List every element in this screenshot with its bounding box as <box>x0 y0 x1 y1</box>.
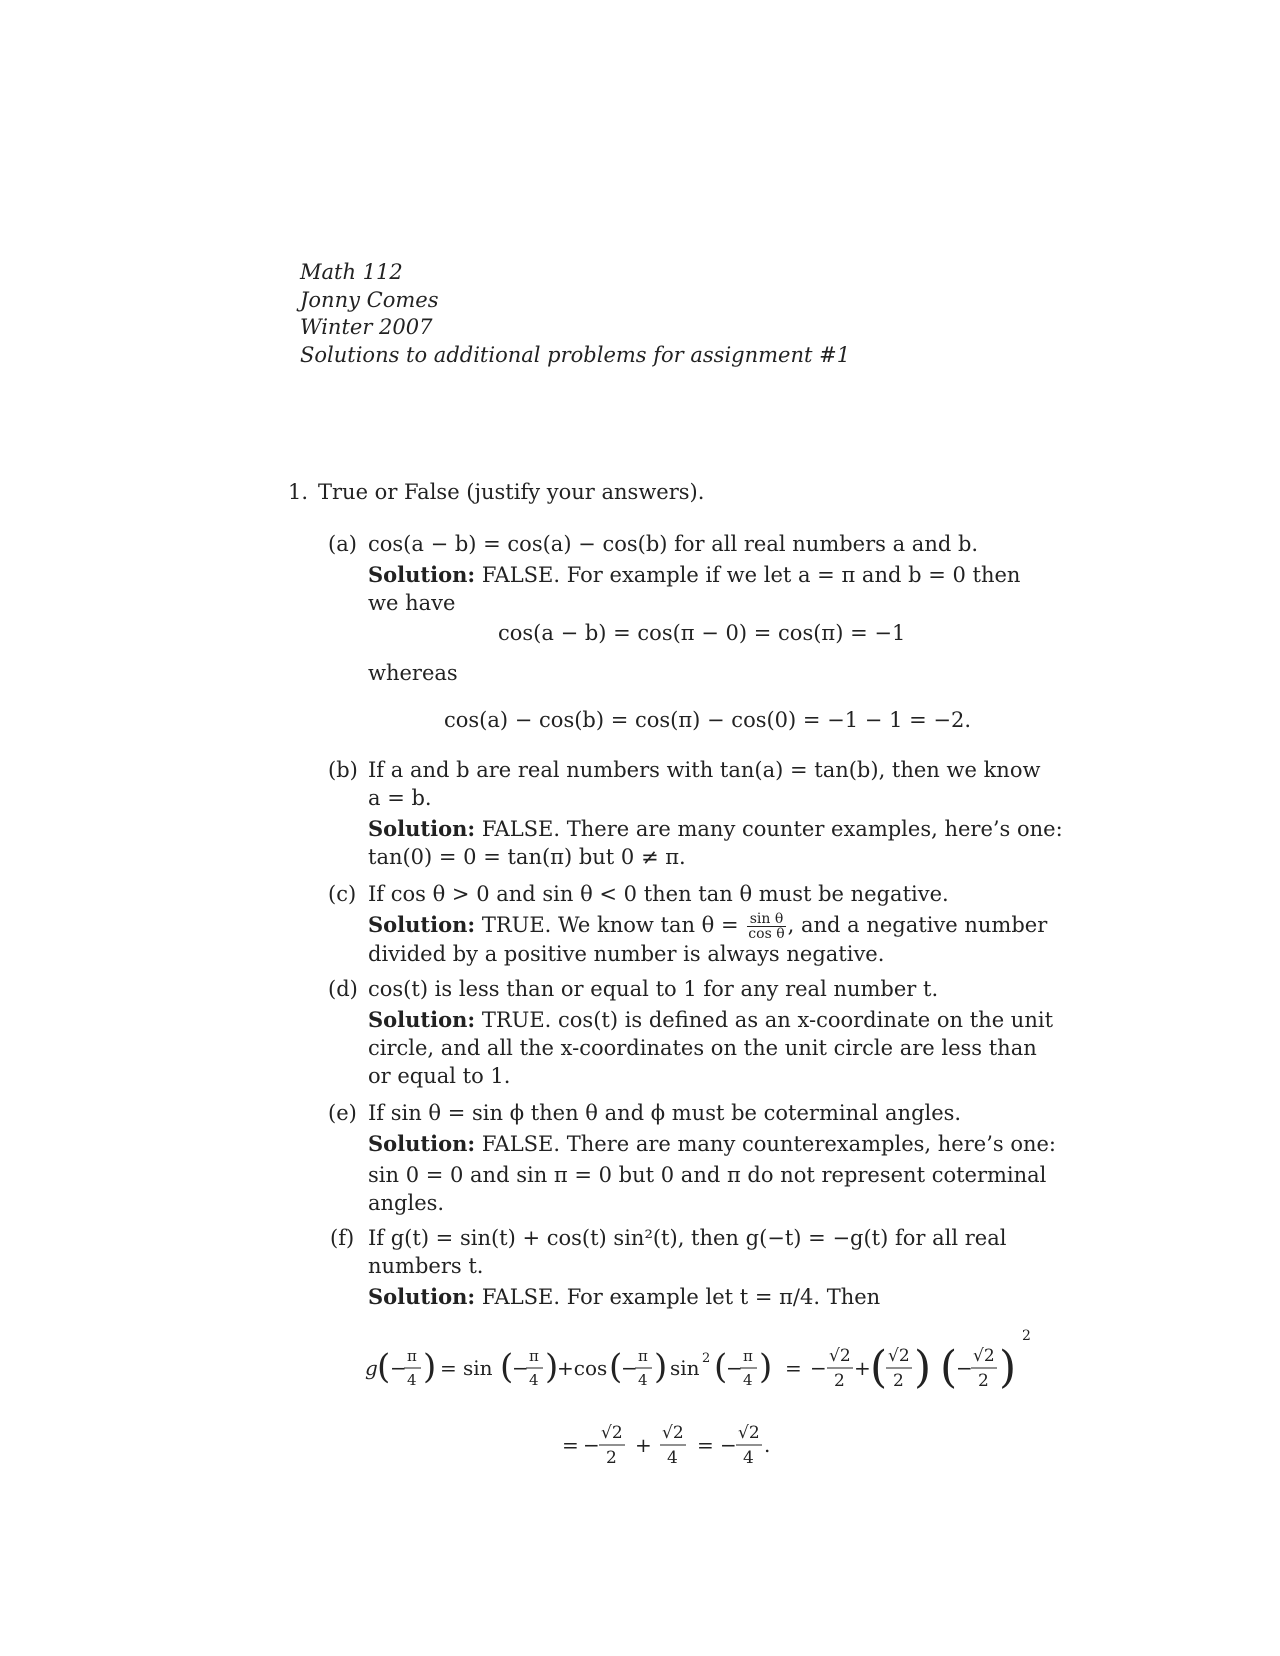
eq-root2: √2 <box>888 1346 910 1366</box>
eq-minus: − <box>810 1356 827 1380</box>
eq-paren: ) <box>654 1347 668 1387</box>
part-b-label: (b) <box>328 758 358 782</box>
eq-paren: ( <box>714 1347 728 1387</box>
eq-outer-exponent: 2 <box>1022 1328 1031 1344</box>
eq-two: 2 <box>606 1448 617 1468</box>
fraction-numerator: sin θ <box>747 912 785 927</box>
eq-root2: √2 <box>738 1423 760 1443</box>
part-c-solution-text-2: , and a negative number <box>787 913 1048 937</box>
part-b-solution-text: FALSE. There are many counter examples, here’s one: <box>481 817 1063 841</box>
part-d-label: (d) <box>328 977 358 1001</box>
course-name: Math 112 <box>300 260 403 284</box>
author-name: Jonny Comes <box>300 288 439 312</box>
part-f-label: (f) <box>330 1226 355 1250</box>
eq-period: . <box>764 1433 771 1457</box>
part-b-question-line2: a = b. <box>368 786 432 810</box>
document-title: Solutions to additional problems for assignment #1 <box>300 343 851 367</box>
eq-root2: √2 <box>973 1346 995 1366</box>
eq-paren: ) <box>545 1347 559 1387</box>
part-f-display-equation <box>340 1320 1080 1480</box>
part-d-question: cos(t) is less than or equal to 1 for any real number t. <box>368 977 939 1001</box>
part-a-equation-2: cos(a) − cos(b) = cos(π) − cos(0) = −1 − 1 = −2. <box>444 708 972 732</box>
eq-four: 4 <box>667 1448 678 1468</box>
problem-statement: True or False (justify your answers). <box>318 480 705 504</box>
part-f-question-line1: If g(t) = sin(t) + cos(t) sin²(t), then g(−t) = −g(t) for all real <box>368 1226 1007 1250</box>
eq-plus: + <box>635 1433 652 1457</box>
part-e-solution <box>368 1130 1056 1158</box>
eq-paren: ) <box>759 1347 773 1387</box>
eq-sin: sin <box>463 1356 493 1380</box>
eq-two: 2 <box>978 1371 989 1391</box>
eq-root2: √2 <box>601 1423 623 1443</box>
eq-square: 2 <box>702 1351 711 1366</box>
part-c-label: (c) <box>328 882 357 906</box>
eq-minus: − <box>956 1356 973 1380</box>
part-a-equation-1: cos(a − b) = cos(π − 0) = cos(π) = −1 <box>498 621 906 645</box>
eq-pi: π <box>743 1347 753 1365</box>
eq-two: 2 <box>893 1371 904 1391</box>
eq-paren: ( <box>377 1347 391 1387</box>
solution-heading: Solution: <box>368 562 476 587</box>
part-a-solution-line2: we have <box>368 591 456 615</box>
eq-minus: − <box>583 1433 600 1457</box>
problem-number: 1. <box>288 480 309 504</box>
eq-four: 4 <box>407 1371 417 1389</box>
solution-heading: Solution: <box>368 1007 476 1032</box>
part-f-question-line2: numbers t. <box>368 1254 484 1278</box>
eq-equals: = <box>697 1433 714 1457</box>
eq-pi: π <box>638 1347 648 1365</box>
eq-equals: = <box>562 1433 579 1457</box>
eq-equals: = <box>785 1356 802 1380</box>
part-b-solution-line2: tan(0) = 0 = tan(π) but 0 ≠ π. <box>368 845 686 869</box>
solution-heading: Solution: <box>368 912 476 937</box>
eq-four: 4 <box>529 1371 539 1389</box>
part-d-solution <box>368 1006 1053 1034</box>
eq-equals: = <box>440 1356 457 1380</box>
solution-heading: Solution: <box>368 1284 476 1309</box>
eq-paren: ( <box>609 1347 623 1387</box>
eq-root2: √2 <box>829 1346 851 1366</box>
term: Winter 2007 <box>300 315 433 339</box>
part-e-question: If sin θ = sin ϕ then θ and ϕ must be coterminal angles. <box>368 1101 962 1125</box>
eq-pi: π <box>407 1347 417 1365</box>
part-f-solution-text: FALSE. For example let t = π/4. Then <box>481 1285 881 1309</box>
eq-minus: − <box>390 1356 407 1380</box>
eq-four: 4 <box>743 1371 753 1389</box>
solution-heading: Solution: <box>368 1131 476 1156</box>
part-f-solution <box>368 1283 880 1311</box>
eq-four: 4 <box>638 1371 648 1389</box>
fraction-denominator: cos θ <box>748 926 785 942</box>
eq-big-paren: ) <box>999 1342 1017 1393</box>
eq-root2: √2 <box>662 1423 684 1443</box>
part-a-label: (a) <box>328 532 357 556</box>
eq-pi: π <box>529 1347 539 1365</box>
part-e-solution-text: FALSE. There are many counterexamples, here’s one: <box>481 1132 1056 1156</box>
part-d-solution-line2: circle, and all the x-coordinates on the unit circle are less than <box>368 1036 1037 1060</box>
part-a-whereas: whereas <box>368 661 458 685</box>
eq-plus: + <box>854 1356 871 1380</box>
eq-four: 4 <box>743 1448 754 1468</box>
part-d-solution-line3: or equal to 1. <box>368 1064 511 1088</box>
part-c-solution-text: TRUE. We know tan θ = <box>481 913 739 937</box>
eq-minus: − <box>720 1433 737 1457</box>
eq-sin2: sin <box>670 1356 700 1380</box>
part-b-question-line1: If a and b are real numbers with tan(a) = tan(b), then we know <box>368 758 1041 782</box>
part-e-solution-line2: sin 0 = 0 and sin π = 0 but 0 and π do not represent coterminal <box>368 1163 1047 1187</box>
part-a-solution-text: FALSE. For example if we let a = π and b = 0 then <box>481 563 1021 587</box>
part-c-question: If cos θ > 0 and sin θ < 0 then tan θ must be negative. <box>368 882 949 906</box>
part-d-solution-text: TRUE. cos(t) is defined as an x-coordinate on the unit <box>481 1008 1054 1032</box>
eq-big-paren: ) <box>914 1342 932 1393</box>
part-a-solution <box>368 561 1020 589</box>
eq-two: 2 <box>834 1371 845 1391</box>
eq-minus: − <box>621 1356 638 1380</box>
eq-minus: − <box>512 1356 529 1380</box>
solution-heading: Solution: <box>368 816 476 841</box>
part-e-solution-line3: angles. <box>368 1191 445 1215</box>
eq-big-paren: ( <box>940 1342 958 1393</box>
eq-paren: ) <box>423 1347 437 1387</box>
inline-fraction <box>747 912 785 941</box>
part-c-solution <box>368 911 1047 941</box>
part-a-question: cos(a − b) = cos(a) − cos(b) for all real numbers a and b. <box>368 532 979 556</box>
eq-g: g <box>365 1356 378 1380</box>
part-e-label: (e) <box>328 1101 357 1125</box>
part-b-solution <box>368 815 1063 843</box>
eq-minus: − <box>726 1356 743 1380</box>
part-c-solution-line2: divided by a positive number is always negative. <box>368 942 885 966</box>
eq-big-paren: ( <box>870 1342 888 1393</box>
eq-paren: ( <box>500 1347 514 1387</box>
eq-cos: +cos <box>557 1356 608 1380</box>
